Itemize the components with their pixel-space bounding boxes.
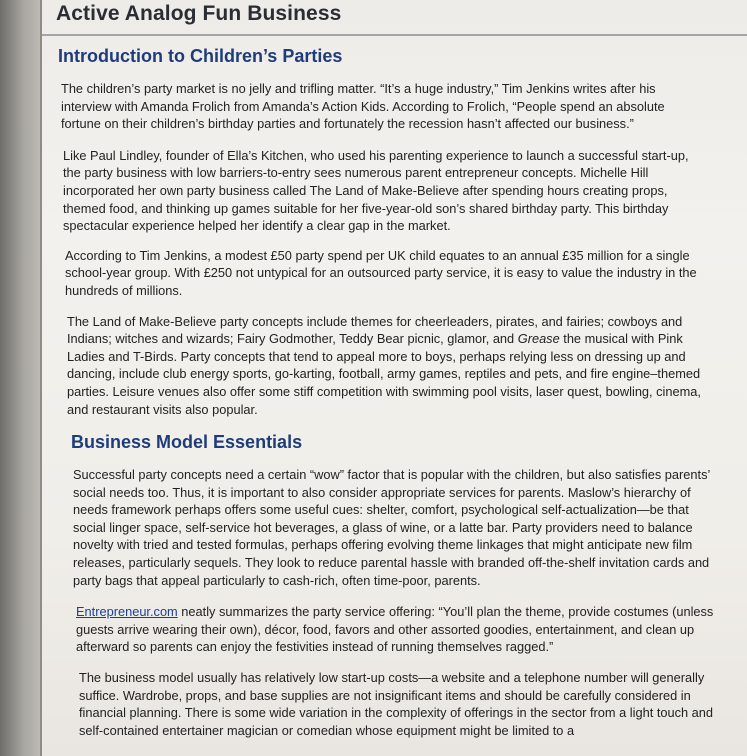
- document-title: Active Analog Fun Business: [56, 2, 342, 25]
- section-heading-introduction: Introduction to Children’s Parties: [58, 46, 343, 66]
- business-paragraph-3: The business model usually has relatively low start-up costs—a website and a telephone number will generally suffice. Wardrobe, props, and base supplies are not insignificant items and should be carefully considered in financial planning. There is some wide variation in the complexity of offerings in the sector from a light touch and self-contained entertainer magician or comedian whose equipment might be limited to a: [79, 670, 714, 738]
- document-body: [42, 36, 747, 738]
- intro-paragraph-4: [67, 313, 707, 419]
- intro-paragraph-3: According to Tim Jenkins, a modest £50 party spend per UK child equates to an annual £35 million for a single school-year group. With £250 not untypical for an outsourced party service, it is easy to value the industry in the hundreds of millions.: [65, 247, 697, 298]
- paragraph-2-text: neatly summarizes the party service offering: “You’ll plan the theme, provide costumes (unless guests arrive wearing their own), décor, food, favors and other assorted goodies, entertainment, and clean up afterward so parents can enjoy the festivities instead of running themselves ragged.”: [76, 604, 714, 655]
- document-page: [40, 0, 747, 756]
- paragraph-4-text-end: the musical with Pink Ladies and T-Birds. Party concepts that tend to appeal more to boys, perhaps relying less on dressing up and dancing, include club energy sports, go-karting, football, army games, reptiles and pets, and fire engine–themed parties. Leisure venues also offer some stiff competition with swimming pool visits, laser quest, bowling, cinema, and restaurant visits also popular.: [67, 331, 701, 417]
- intro-paragraph-2: Like Paul Lindley, founder of Ella’s Kitchen, who used his parenting experience to launch a successful start-up, the party business with low barriers-to-entry sees numerous parent entrepreneur concepts. Michelle Hill incorporated her own party business called The Land of Make-Believe after spending hours creating props, themed food, and thinking up games suitable for her five-year-old son’s shared birthday party. This birthday spectacular experience helped her identify a clear gap in the market.: [63, 147, 689, 234]
- intro-paragraph-1: The children’s party market is no jelly and trifling matter. “It’s a huge industry,” Tim Jenkins writes after his interview with Amanda Frolich from Amanda’s Action Kids. According to Frolich, “People spend an absolute fortune on their children’s birthday parties and fortunately the recession hasn’t affected our business.”: [61, 81, 665, 132]
- photo-left-edge-shadow: [0, 0, 40, 756]
- business-paragraph-1: Successful party concepts need a certain “wow” factor that is popular with the children, but also satisfies parents’ social needs too. Thus, it is important to also consider appropriate services for parents. Maslow’s hierarchy of needs framework perhaps offers some useful cues: shelter, comfort, psychological self-actualization—be that social linger space, self-service hot beverages, a glass of wine, or a latte bar. Party providers need to balance novelty with tried and tested formulas, perhaps offering evolving theme linkages that might anticipate new film releases, particularly sequels. They look to reduce parental hassle with branded off-the-shelf invitation cards and party bags that appeal particularly to cash-rich, often time-poor, parents.: [73, 467, 710, 588]
- paragraph-4-text-start: The Land of Make-Believe party concepts include themes for cheerleaders, pirates, and fairies; cowboys and Indians; witches and wizards; Fairy Godmother, Teddy Bear picnic, glamor, and: [67, 313, 683, 347]
- grease-title-italic: Grease: [517, 331, 560, 347]
- entrepreneur-link[interactable]: Entrepreneur.com: [76, 604, 178, 620]
- section-heading-business-model: Business Model Essentials: [71, 432, 303, 453]
- business-paragraph-2: [76, 603, 716, 656]
